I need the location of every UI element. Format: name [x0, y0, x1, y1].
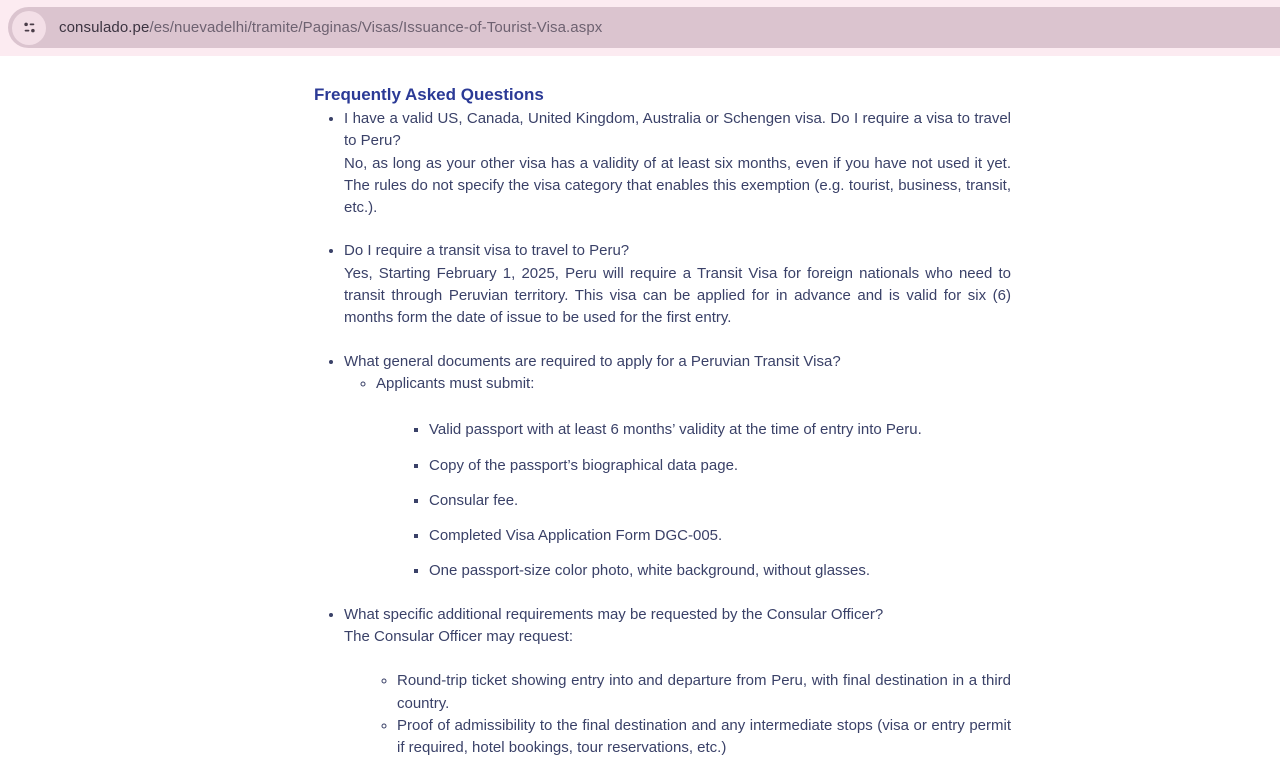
faq-answer: Yes, Starting February 1, 2025, Peru will require a Transit Visa for foreign nationals who need to transit through Peruvian territory. This visa can be applied for in advance and is valid for six (6) months form the date of issue to be used for the first entry. [344, 264, 1011, 327]
url-text [59, 19, 602, 36]
faq-item [344, 604, 1011, 760]
document-list [376, 419, 1011, 582]
browser-chrome [0, 0, 1280, 56]
requirement-list [344, 670, 1011, 759]
document-item: ▪ One passport-size color photo, white background, without glasses. [429, 560, 1011, 582]
address-bar[interactable] [8, 7, 1280, 48]
tune-icon [21, 19, 38, 36]
sub-label: Applicants must submit: [376, 374, 535, 392]
faq-answer: No, as long as your other visa has a validity of at least six months, even if you have not used it yet. The rules do not specify the visa category that enables this exemption (e.g. tourist, business, transit, etc.). [344, 154, 1011, 217]
faq-question: • Do I require a transit visa to travel to Peru? [344, 242, 630, 260]
faq-item [344, 351, 1011, 583]
faq-question: • I have a valid US, Canada, United Kingdom, Australia or Schengen visa. Do I require a visa to travel to Peru? [344, 110, 1011, 150]
document-item: ▪ Copy of the passport’s biographical data page. [429, 455, 1011, 477]
faq-heading: Frequently Asked Questions [314, 85, 544, 104]
faq-sub-list [344, 373, 1011, 583]
faq-item [344, 240, 1011, 329]
page-content [314, 56, 1011, 760]
requirement-item: ◦ Round-trip ticket showing entry into and departure from Peru, with final destination in a third country. [397, 670, 1011, 715]
site-info-button[interactable] [12, 11, 46, 45]
faq-list [314, 108, 1011, 760]
faq-question: • What specific additional requirements may be requested by the Consular Officer? [344, 605, 884, 623]
faq-sub-item [376, 373, 1011, 583]
document-item: ▪ Consular fee. [429, 490, 1011, 512]
requirement-item: ◦ Proof of admissibility to the final destination and any intermediate stops (visa or entry permit if required, hotel bookings, tour reservations, etc.) [397, 715, 1011, 760]
document-item: ▪ Completed Visa Application Form DGC-005. [429, 525, 1011, 547]
url-domain: consulado.pe [59, 19, 150, 36]
url-path: /es/nuevadelhi/tramite/Paginas/Visas/Issuance-of-Tourist-Visa.aspx [149, 19, 603, 36]
faq-answer: The Consular Officer may request: [344, 628, 573, 646]
faq-item [344, 108, 1011, 219]
faq-question: • What general documents are required to apply for a Peruvian Transit Visa? [344, 352, 841, 370]
document-item: ▪ Valid passport with at least 6 months’ validity at the time of entry into Peru. [429, 419, 1011, 441]
